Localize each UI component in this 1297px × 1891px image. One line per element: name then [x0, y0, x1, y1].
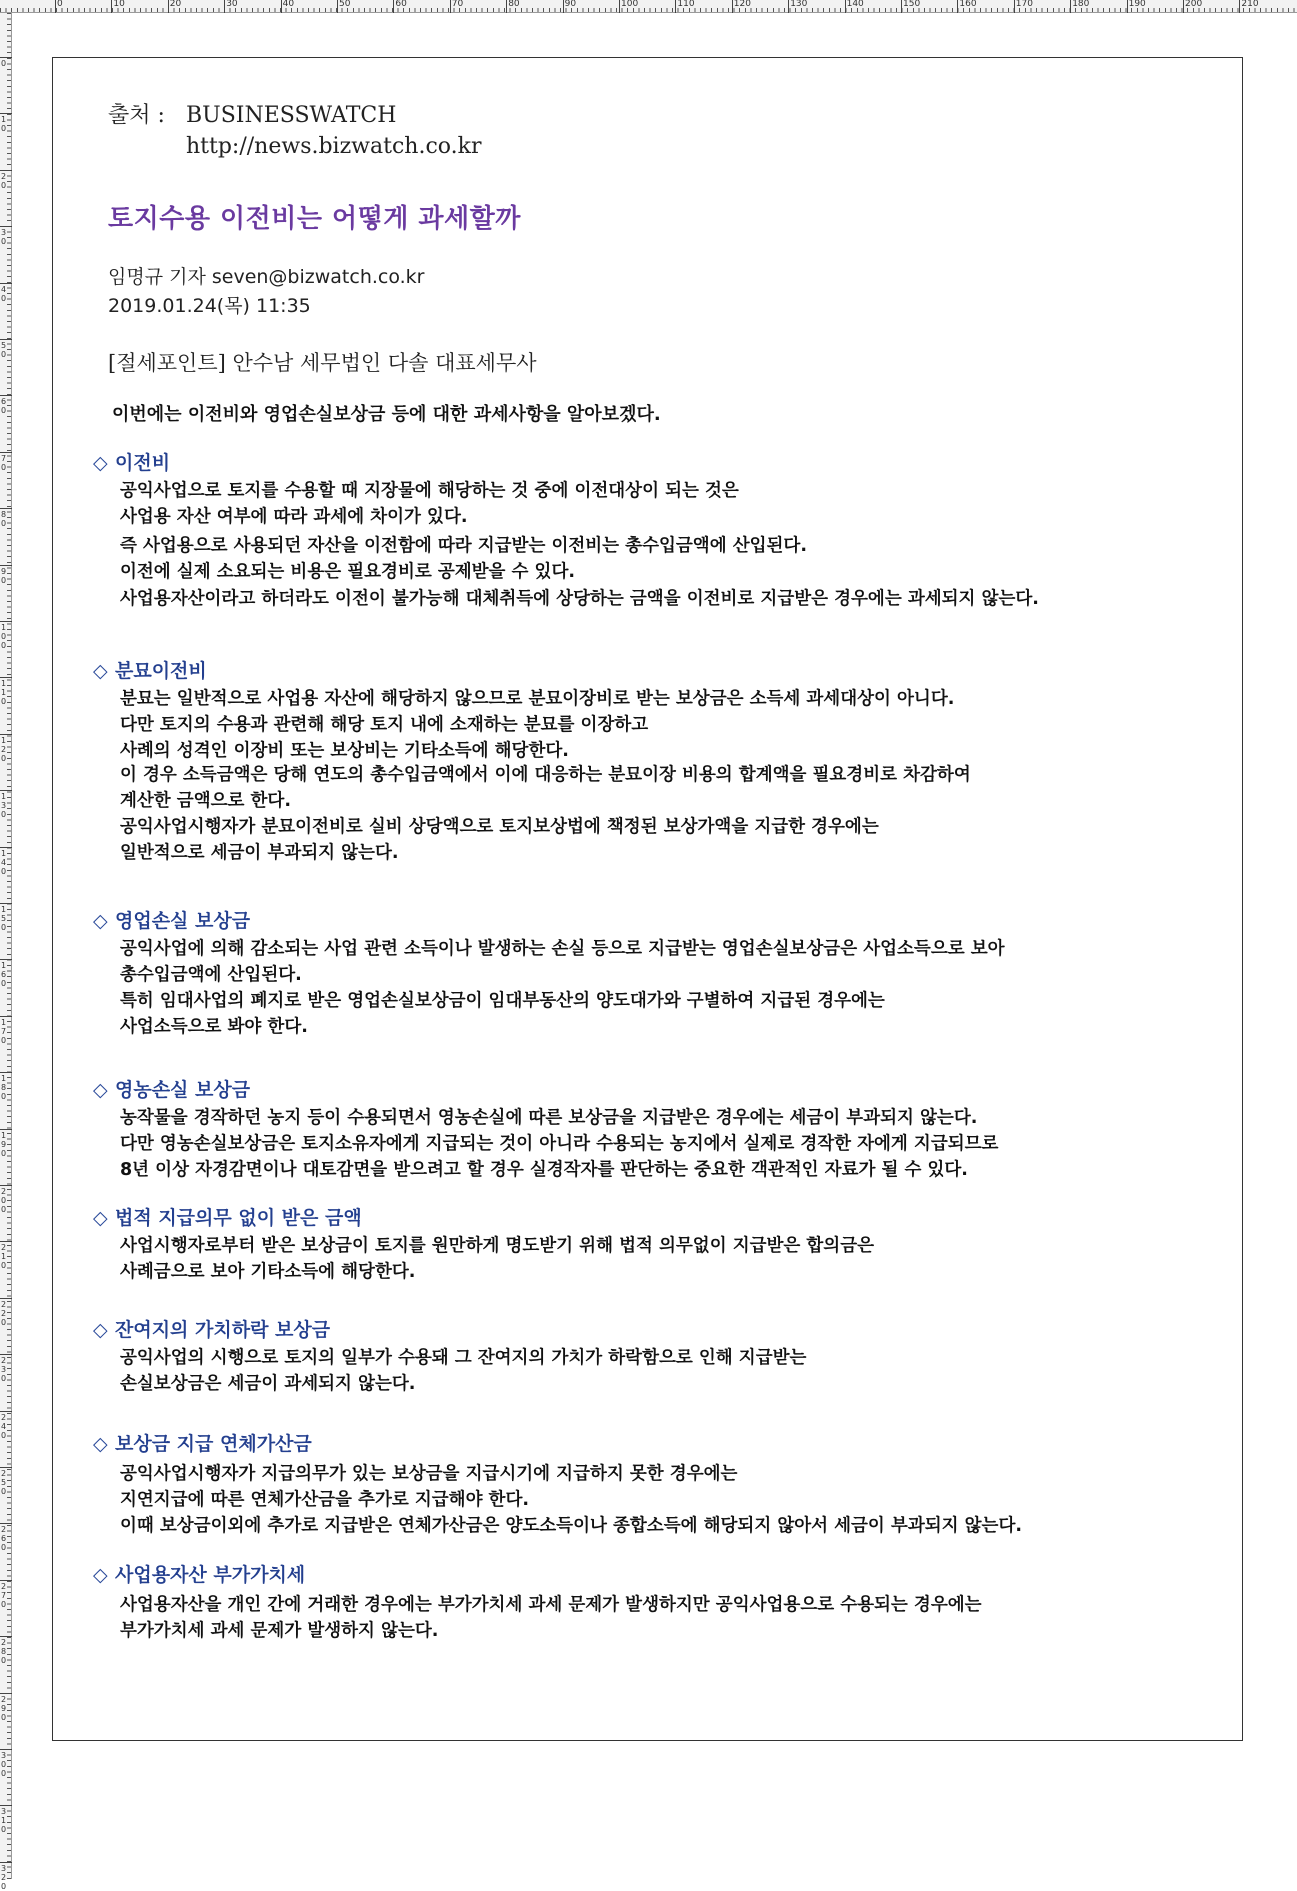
ruler-label: 210: [1, 1243, 7, 1271]
ruler-major-tick: [957, 0, 958, 13]
section-paragraph: [120, 762, 971, 866]
ruler-label: 140: [1, 848, 7, 876]
ruler-label: 120: [733, 0, 751, 9]
ruler-major-tick: [901, 0, 902, 13]
ruler-label: 110: [1, 679, 7, 707]
ruler-label: 210: [1241, 0, 1259, 9]
byline: [108, 263, 425, 321]
ruler-label: 20: [169, 0, 182, 9]
paragraph-line: 사업용자산을 개인 간에 거래한 경우에는 부가가치세 과세 문제가 발생하지만 공익사업용으로 수용되는 경우에는: [120, 1595, 982, 1615]
paragraph-line: 8년 이상 자경감면이나 대토감면을 받으려고 할 경우 실경작자를 판단하는 중요한 객관적인 자료가 될 수 있다.: [120, 1160, 968, 1180]
ruler-major-tick: [732, 0, 733, 13]
ruler-major-tick: [0, 1523, 12, 1524]
ruler-label: 290: [1, 1694, 7, 1722]
ruler-major-tick: [0, 565, 12, 566]
ruler-label: 20: [1, 171, 7, 190]
ruler-major-tick: [0, 1862, 12, 1863]
series-title: [절세포인트] 안수남 세무법인 다솔 대표세무사: [108, 351, 537, 375]
section-paragraph: [120, 936, 1005, 1040]
ruler-major-tick: [168, 0, 169, 13]
section-heading: [93, 448, 170, 475]
ruler-major-tick: [1127, 0, 1128, 13]
ruler-label: 150: [903, 0, 921, 9]
ruler-label: 280: [1, 1638, 7, 1666]
section-paragraph: [120, 586, 1039, 612]
ruler-label: 180: [1072, 0, 1090, 9]
ruler-major-tick: [0, 1580, 12, 1581]
diamond-outline-icon: ◇: [93, 910, 108, 932]
paragraph-line: 공익사업의 시행으로 토지의 일부가 수용돼 그 잔여지의 가치가 하락함으로 인해 지급받는: [120, 1348, 807, 1368]
paragraph-line: 이전에 실제 소요되는 비용은 필요경비로 공제받을 수 있다.: [120, 562, 576, 582]
ruler-label: 150: [1, 905, 7, 932]
paragraph-line: 계산한 금액으로 한다.: [120, 791, 291, 811]
ruler-major-tick: [0, 1354, 12, 1355]
section-paragraph: [120, 1345, 806, 1397]
ruler-major-tick: [0, 959, 12, 960]
ruler-label: 130: [790, 0, 808, 9]
paragraph-line: 공익사업시행자가 분묘이전비로 실비 상당액으로 토지보상법에 책정된 보상가액을 지급한 경우에는: [120, 817, 879, 837]
paragraph-line: 공익사업으로 토지를 수용할 때 지장물에 해당하는 것 중에 이전대상이 되는 것은: [120, 481, 739, 501]
ruler-label: 270: [1, 1581, 7, 1609]
diamond-outline-icon: ◇: [93, 452, 108, 474]
ruler-label: 220: [1, 1299, 7, 1327]
ruler-label: 70: [451, 0, 464, 9]
paragraph-line: 일반적으로 세금이 부과되지 않는다.: [120, 843, 399, 863]
ruler-label: 200: [1185, 0, 1203, 9]
ruler-major-tick: [111, 0, 112, 13]
section-heading: [93, 1429, 312, 1456]
paragraph-line: 총수입금액에 산입된다.: [120, 965, 302, 985]
ruler-label: 100: [621, 0, 639, 9]
paragraph-line: 공익사업시행자가 지급의무가 있는 보상금을 지급시기에 지급하지 못한 경우에는: [120, 1464, 738, 1484]
ruler-label: 240: [1, 1412, 7, 1440]
ruler-major-tick: [0, 1749, 12, 1750]
paragraph-line: 이때 보상금이외에 추가로 지급받은 연체가산금은 양도소득이나 종합소득에 해당되지 않아서 세금이 부과되지 않는다.: [120, 1516, 1023, 1536]
section-heading: [93, 1203, 362, 1230]
paragraph-line: 이 경우 소득금액은 당해 연도의 총수입금액에서 이에 대응하는 분묘이장 비용의 합계액을 필요경비로 차감하여: [120, 765, 971, 785]
ruler-label: 50: [339, 0, 351, 9]
diamond-outline-icon: ◇: [93, 1564, 108, 1586]
section-heading-label: 분묘이전비: [115, 660, 207, 682]
section-heading-label: 영농손실 보상금: [115, 1079, 251, 1101]
ruler-major-tick: [0, 1072, 12, 1073]
ruler-major-tick: [1070, 0, 1071, 13]
paragraph-line: 사업소득으로 봐야 한다.: [120, 1017, 308, 1037]
ruler-major-tick: [224, 0, 225, 13]
paragraph-line: 손실보상금은 세금이 과세되지 않는다.: [120, 1374, 416, 1394]
ruler-major-tick: [0, 1636, 12, 1637]
section-heading: [93, 1560, 305, 1587]
paragraph-line: 사례금으로 보아 기타소득에 해당한다.: [120, 1262, 416, 1282]
section-heading-label: 보상금 지급 연체가산금: [115, 1433, 312, 1455]
section-paragraph: [120, 686, 954, 764]
section-heading-label: 이전비: [115, 452, 171, 474]
paragraph-line: 특히 임대사업의 폐지로 받은 영업손실보상금이 임대부동산의 양도대가와 구별하여 지급된 경우에는: [120, 991, 885, 1011]
intro-text: 이번에는 이전비와 영업손실보상금 등에 대한 과세사항을 알아보겠다.: [112, 404, 661, 425]
ruler-major-tick: [0, 1467, 12, 1468]
article-headline: 토지수용 이전비는 어떻게 과세할까: [108, 204, 521, 234]
ruler-label: 80: [508, 0, 520, 9]
ruler-label: 70: [1, 453, 7, 472]
ruler-major-tick: [0, 1016, 12, 1017]
ruler-label: 50: [1, 341, 7, 359]
section-paragraph: [120, 478, 739, 530]
paragraph-line: 사업용자산이라고 하더라도 이전이 불가능해 대체취득에 상당하는 금액을 이전비로 지급받은 경우에는 과세되지 않는다.: [120, 589, 1039, 609]
ruler-label: 130: [1, 792, 7, 820]
paragraph-line: 사업시행자로부터 받은 보상금이 토지를 원만하게 명도받기 위해 법적 의무없이 지급받은 합의금은: [120, 1236, 875, 1256]
ruler-label: 40: [282, 0, 295, 9]
ruler-label: 320: [1, 1863, 7, 1891]
ruler-label: 140: [846, 0, 864, 9]
ruler-major-tick: [1014, 0, 1015, 13]
section-paragraph: [120, 1461, 1022, 1539]
ruler-label: 30: [226, 0, 238, 9]
ruler-label: 260: [1, 1525, 7, 1553]
ruler-major-tick: [0, 1693, 12, 1694]
ruler-major-tick: [0, 734, 12, 735]
section-heading: [93, 1315, 330, 1342]
ruler-major-tick: [0, 113, 12, 114]
ruler-label: 100: [1, 623, 7, 650]
ruler-major-tick: [0, 621, 12, 622]
ruler-major-tick: [55, 0, 56, 13]
ruler-label: 80: [1, 510, 7, 529]
ruler-label: 30: [1, 228, 7, 247]
source-url: http://news.bizwatch.co.kr: [186, 134, 482, 159]
ruler-label: 60: [1, 397, 7, 416]
diamond-outline-icon: ◇: [93, 1207, 108, 1229]
ruler-major-tick: [0, 1129, 12, 1130]
diamond-outline-icon: ◇: [93, 1433, 108, 1455]
ruler-major-tick: [788, 0, 789, 13]
paragraph-line: 즉 사업용으로 사용되던 자산을 이전함에 따라 지급받는 이전비는 총수입금액에 산입된다.: [120, 536, 807, 556]
ruler-major-tick: [0, 1411, 12, 1412]
source-block: [108, 100, 481, 162]
ruler-label: 120: [1, 735, 7, 763]
ruler-major-tick: [563, 0, 564, 13]
diamond-outline-icon: ◇: [93, 1079, 108, 1101]
diamond-outline-icon: ◇: [93, 660, 108, 682]
ruler-major-tick: [1239, 0, 1240, 13]
source-name: BUSINESSWATCH: [186, 103, 397, 128]
ruler-major-tick: [0, 452, 12, 453]
ruler-major-tick: [0, 508, 12, 509]
ruler-major-tick: [0, 903, 12, 904]
ruler-label: 0: [1, 59, 7, 68]
paragraph-line: 농작물을 경작하던 농지 등이 수용되면서 영농손실에 따른 보상금을 지급받은 경우에는 세금이 부과되지 않는다.: [120, 1108, 978, 1128]
ruler-major-tick: [0, 170, 12, 171]
section-paragraph: [120, 1105, 998, 1183]
ruler-label: 0: [57, 0, 63, 9]
ruler-major-tick: [0, 1185, 12, 1186]
ruler-label: 160: [959, 0, 977, 9]
ruler-major-tick: [0, 339, 12, 340]
paragraph-line: 부가가치세 과세 문제가 발생하지 않는다.: [120, 1621, 439, 1641]
paragraph-line: 다만 영농손실보상금은 토지소유자에게 지급되는 것이 아니라 수용되는 농지에서 실제로 경작한 자에게 지급되므로: [120, 1134, 999, 1154]
publish-datetime: 2019.01.24(목) 11:35: [108, 295, 311, 317]
reporter-name: 임명규 기자: [108, 266, 206, 288]
ruler-major-tick: [0, 1805, 12, 1806]
ruler-label: 60: [395, 0, 407, 9]
section-paragraph: [120, 533, 807, 585]
ruler-major-tick: [675, 0, 676, 13]
section-heading-label: 잔여지의 가치하락 보상금: [115, 1319, 331, 1341]
paragraph-line: 공익사업에 의해 감소되는 사업 관련 소득이나 발생하는 손실 등으로 지급받는 영업손실보상금은 사업소득으로 보아: [120, 939, 1005, 959]
ruler-major-tick: [0, 283, 12, 284]
section-heading: [93, 656, 207, 683]
ruler-major-tick: [0, 1298, 12, 1299]
ruler-label: 110: [677, 0, 695, 9]
ruler-major-tick: [0, 790, 12, 791]
ruler-label: 180: [1, 1074, 7, 1102]
ruler-label: 230: [1, 1356, 7, 1384]
ruler-major-tick: [0, 1241, 12, 1242]
paragraph-line: 분묘는 일반적으로 사업용 자산에 해당하지 않으므로 분묘이장비로 받는 보상금은 소득세 과세대상이 아니다.: [120, 689, 955, 709]
ruler-major-tick: [619, 0, 620, 13]
ruler-major-tick: [393, 0, 394, 13]
ruler-major-tick: [281, 0, 282, 13]
ruler-label: 190: [1, 1130, 7, 1158]
section-heading: [93, 1075, 250, 1102]
ruler-major-tick: [845, 0, 846, 13]
ruler-label: 300: [1, 1751, 7, 1778]
ruler-label: 250: [1, 1469, 7, 1496]
paragraph-line: 지연지급에 따른 연체가산금을 추가로 지급해야 한다.: [120, 1490, 530, 1510]
ruler-major-tick: [0, 677, 12, 678]
section-paragraph: [120, 1592, 982, 1644]
source-label: 출처 :: [108, 103, 165, 128]
ruler-major-tick: [337, 0, 338, 13]
ruler-label: 10: [1, 115, 7, 134]
ruler-major-tick: [450, 0, 451, 13]
horizontal-ruler: [0, 0, 1297, 13]
ruler-major-tick: [0, 395, 12, 396]
ruler-label: 310: [1, 1807, 7, 1835]
ruler-label: 160: [1, 961, 7, 989]
section-paragraph: [120, 1233, 874, 1285]
section-heading: [93, 906, 250, 933]
ruler-major-tick: [506, 0, 507, 13]
ruler-label: 190: [1128, 0, 1146, 9]
ruler-label: 200: [1, 1187, 7, 1214]
ruler-label: 10: [113, 0, 125, 9]
ruler-label: 40: [1, 284, 7, 303]
section-heading-label: 사업용자산 부가가치세: [115, 1564, 306, 1586]
vertical-ruler: [0, 13, 12, 1891]
paragraph-line: 사업용 자산 여부에 따라 과세에 차이가 있다.: [120, 507, 468, 527]
paragraph-line: 다만 토지의 수용과 관련해 해당 토지 내에 소재하는 분묘를 이장하고: [120, 715, 649, 735]
diamond-outline-icon: ◇: [93, 1319, 108, 1341]
ruler-label: 90: [1, 566, 7, 585]
ruler-major-tick: [1183, 0, 1184, 13]
section-heading-label: 법적 지급의무 없이 받은 금액: [115, 1207, 362, 1229]
ruler-major-tick: [0, 226, 12, 227]
document-page: [52, 57, 1243, 1741]
ruler-major-tick: [0, 57, 12, 58]
ruler-major-tick: [0, 847, 12, 848]
ruler-label: 170: [1015, 0, 1033, 9]
reporter-email: seven@bizwatch.co.kr: [211, 266, 425, 288]
ruler-label: 90: [564, 0, 577, 9]
ruler-label: 170: [1, 1017, 7, 1045]
paragraph-line: 사례의 성격인 이장비 또는 보상비는 기타소득에 해당한다.: [120, 741, 569, 761]
section-heading-label: 영업손실 보상금: [115, 910, 251, 932]
